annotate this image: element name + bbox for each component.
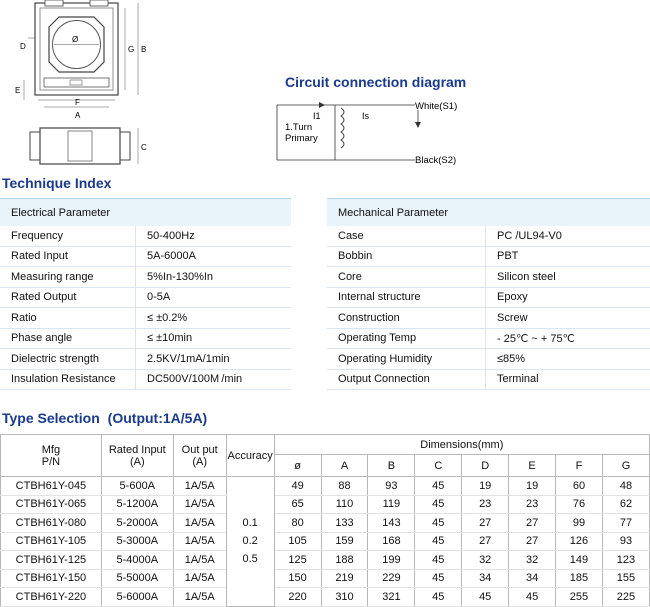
- table-cell: 23: [509, 495, 556, 514]
- table-cell: CTBH61Y-125: [1, 551, 102, 570]
- mechanical-parameter-header: Mechanical Parameter: [327, 199, 650, 227]
- mechanical-value: - 25℃ ~ + 75℃: [486, 328, 650, 349]
- electrical-value: 0-5A: [136, 287, 292, 308]
- header-output: [173, 435, 226, 477]
- mechanical-name: Case: [327, 226, 486, 246]
- mechanical-row: [327, 267, 650, 288]
- table-cell: 5-1200A: [101, 495, 173, 514]
- table-cell: 19: [509, 477, 556, 496]
- electrical-name: Rated Input: [0, 246, 136, 267]
- electrical-row: [0, 328, 291, 349]
- mechanical-row: [327, 246, 650, 267]
- table-cell: 27: [509, 532, 556, 551]
- table-cell: 5-2000A: [101, 514, 173, 533]
- accuracy-value: 0.5: [227, 550, 274, 568]
- table-cell: 123: [602, 551, 649, 570]
- header-mfg-pn: [1, 435, 102, 477]
- table-cell: 5-6000A: [101, 588, 173, 607]
- header-dim-col: B: [368, 455, 415, 477]
- electrical-parameter-header: Electrical Parameter: [0, 199, 291, 227]
- header-mfg: Mfg: [1, 444, 101, 456]
- table-cell: 80: [274, 514, 321, 533]
- table-cell: 49: [274, 477, 321, 496]
- header-rated-input-label: Rated Input: [102, 444, 173, 456]
- dim-label-c: C: [141, 143, 147, 152]
- circuit-is-label: Is: [362, 111, 370, 121]
- table-cell: 45: [509, 588, 556, 607]
- mechanical-value: PC /UL94-V0: [486, 226, 650, 246]
- table-cell: 321: [368, 588, 415, 607]
- mechanical-parameter-table: [327, 198, 650, 390]
- table-cell: 76: [556, 495, 603, 514]
- type-selection-table: [0, 434, 650, 607]
- header-dim-col: ø: [274, 455, 321, 477]
- electrical-name: Phase angle: [0, 328, 136, 349]
- circuit-white-label: White(S1): [415, 101, 457, 112]
- table-cell: 99: [556, 514, 603, 533]
- header-dim-col: C: [415, 455, 462, 477]
- table-row: [1, 588, 650, 607]
- table-cell: 149: [556, 551, 603, 570]
- electrical-row: [0, 287, 291, 308]
- table-cell: 110: [321, 495, 368, 514]
- mechanical-row: [327, 349, 650, 370]
- header-rated-input-unit: (A): [102, 456, 173, 468]
- table-row: [1, 514, 650, 533]
- dim-label-g: G: [128, 45, 134, 54]
- table-cell: 48: [602, 477, 649, 496]
- dim-label-f: F: [75, 98, 80, 107]
- mechanical-row: [327, 287, 650, 308]
- table-cell: 188: [321, 551, 368, 570]
- electrical-value: 5%In-130%In: [136, 267, 292, 288]
- table-cell: 60: [556, 477, 603, 496]
- table-cell: CTBH61Y-105: [1, 532, 102, 551]
- mechanical-row: [327, 226, 650, 246]
- table-cell: 45: [415, 477, 462, 496]
- electrical-row: [0, 369, 291, 390]
- electrical-value: DC500V/100M /min: [136, 369, 292, 390]
- table-cell: 255: [556, 588, 603, 607]
- header-dim-col: E: [509, 455, 556, 477]
- table-cell: 310: [321, 588, 368, 607]
- table-cell: 185: [556, 569, 603, 588]
- electrical-row: [0, 308, 291, 329]
- dim-label-d: D: [20, 42, 26, 51]
- header-dim-col: A: [321, 455, 368, 477]
- table-cell: 1A/5A: [173, 588, 226, 607]
- header-accuracy: Accuracy: [226, 435, 274, 477]
- table-cell: 45: [415, 532, 462, 551]
- table-cell: CTBH61Y-080: [1, 514, 102, 533]
- mechanical-name: Operating Temp: [327, 328, 486, 349]
- table-cell: 93: [602, 532, 649, 551]
- table-cell: 143: [368, 514, 415, 533]
- table-cell: 220: [274, 588, 321, 607]
- table-cell: 1A/5A: [173, 477, 226, 496]
- table-cell: 155: [602, 569, 649, 588]
- mechanical-row: [327, 308, 650, 329]
- electrical-value: ≤ ±10min: [136, 328, 292, 349]
- mechanical-value: Epoxy: [486, 287, 650, 308]
- table-cell: 219: [321, 569, 368, 588]
- table-cell: 32: [509, 551, 556, 570]
- table-cell: 19: [462, 477, 509, 496]
- table-cell: 1A/5A: [173, 514, 226, 533]
- table-cell: 168: [368, 532, 415, 551]
- header-dim-col: F: [556, 455, 603, 477]
- mechanical-value: Silicon steel: [486, 267, 650, 288]
- type-selection-subtitle: (Output:1A/5A): [108, 410, 208, 426]
- table-cell: 5-4000A: [101, 551, 173, 570]
- electrical-row: [0, 349, 291, 370]
- table-cell: 105: [274, 532, 321, 551]
- header-output-label: Out put: [174, 444, 226, 456]
- table-cell: 119: [368, 495, 415, 514]
- electrical-value: ≤ ±0.2%: [136, 308, 292, 329]
- electrical-name: Dielectric strength: [0, 349, 136, 370]
- circuit-black-label: Black(S2): [415, 155, 456, 166]
- accuracy-value: 0.1: [227, 514, 274, 532]
- table-cell: 45: [415, 514, 462, 533]
- table-cell: 5-600A: [101, 477, 173, 496]
- table-row: [1, 569, 650, 588]
- table-cell: 45: [462, 588, 509, 607]
- table-cell: CTBH61Y-065: [1, 495, 102, 514]
- circuit-diagram-title: Circuit connection diagram: [285, 74, 466, 90]
- header-output-unit: (A): [174, 456, 226, 468]
- electrical-value: 50-400Hz: [136, 226, 292, 246]
- circuit-primary-line2: Primary: [285, 133, 318, 144]
- circuit-i1-label: I1: [313, 111, 321, 121]
- electrical-row: [0, 246, 291, 267]
- mechanical-value: Screw: [486, 308, 650, 329]
- dim-label-a: A: [75, 111, 81, 120]
- type-selection-title: [2, 410, 207, 426]
- header-rated-input: [101, 435, 173, 477]
- table-cell: 1A/5A: [173, 532, 226, 551]
- electrical-value: 5A-6000A: [136, 246, 292, 267]
- header-dim-col: G: [602, 455, 649, 477]
- mechanical-name: Construction: [327, 308, 486, 329]
- electrical-name: Insulation Resistance: [0, 369, 136, 390]
- table-cell: 159: [321, 532, 368, 551]
- technique-index-title: Technique Index: [2, 175, 111, 191]
- electrical-parameter-table: [0, 198, 291, 390]
- table-cell: 5-5000A: [101, 569, 173, 588]
- table-cell: 5-3000A: [101, 532, 173, 551]
- accuracy-value: 0.2: [227, 532, 274, 550]
- circuit-primary-line1: 1.Turn: [285, 122, 312, 133]
- table-cell: 45: [415, 551, 462, 570]
- mechanical-value: ≤85%: [486, 349, 650, 370]
- mechanical-name: Output Connection: [327, 369, 486, 390]
- table-cell: 65: [274, 495, 321, 514]
- table-row: [1, 551, 650, 570]
- table-row: [1, 532, 650, 551]
- table-row: [1, 495, 650, 514]
- table-cell: CTBH61Y-150: [1, 569, 102, 588]
- electrical-name: Rated Output: [0, 287, 136, 308]
- table-cell: CTBH61Y-220: [1, 588, 102, 607]
- header-dimensions: Dimensions(mm): [274, 435, 649, 455]
- table-cell: 88: [321, 477, 368, 496]
- table-cell: 45: [415, 569, 462, 588]
- table-cell: 45: [415, 588, 462, 607]
- table-cell: 1A/5A: [173, 569, 226, 588]
- ct-outline-drawing: [0, 0, 170, 172]
- table-cell: 133: [321, 514, 368, 533]
- electrical-value: 2.5KV/1mA/1min: [136, 349, 292, 370]
- dim-label-phi: Ø: [72, 35, 78, 44]
- table-cell: 225: [602, 588, 649, 607]
- accuracy-cell: [226, 477, 274, 607]
- table-cell: 27: [509, 514, 556, 533]
- table-cell: 34: [462, 569, 509, 588]
- table-cell: 126: [556, 532, 603, 551]
- table-cell: 45: [415, 495, 462, 514]
- mechanical-value: Terminal: [486, 369, 650, 390]
- table-cell: CTBH61Y-045: [1, 477, 102, 496]
- dim-label-b: B: [141, 45, 146, 54]
- circuit-connection-diagram: [275, 70, 475, 175]
- table-cell: 62: [602, 495, 649, 514]
- table-cell: 27: [462, 532, 509, 551]
- table-cell: 32: [462, 551, 509, 570]
- table-cell: 23: [462, 495, 509, 514]
- table-cell: 1A/5A: [173, 551, 226, 570]
- mechanical-name: Bobbin: [327, 246, 486, 267]
- electrical-name: Measuring range: [0, 267, 136, 288]
- table-cell: 27: [462, 514, 509, 533]
- table-cell: 199: [368, 551, 415, 570]
- mechanical-name: Operating Humidity: [327, 349, 486, 370]
- table-cell: 125: [274, 551, 321, 570]
- table-cell: 229: [368, 569, 415, 588]
- table-row: [1, 477, 650, 496]
- electrical-name: Frequency: [0, 226, 136, 246]
- mechanical-row: [327, 328, 650, 349]
- table-cell: 34: [509, 569, 556, 588]
- header-dim-col: D: [462, 455, 509, 477]
- header-pn: P/N: [1, 456, 101, 468]
- dim-label-e: E: [15, 86, 20, 95]
- electrical-name: Ratio: [0, 308, 136, 329]
- table-cell: 77: [602, 514, 649, 533]
- electrical-row: [0, 226, 291, 246]
- electrical-row: [0, 267, 291, 288]
- table-cell: 1A/5A: [173, 495, 226, 514]
- mechanical-value: PBT: [486, 246, 650, 267]
- mechanical-name: Internal structure: [327, 287, 486, 308]
- table-cell: 150: [274, 569, 321, 588]
- type-selection-heading: Type Selection: [2, 410, 100, 426]
- table-cell: 93: [368, 477, 415, 496]
- mechanical-row: [327, 369, 650, 390]
- mechanical-name: Core: [327, 267, 486, 288]
